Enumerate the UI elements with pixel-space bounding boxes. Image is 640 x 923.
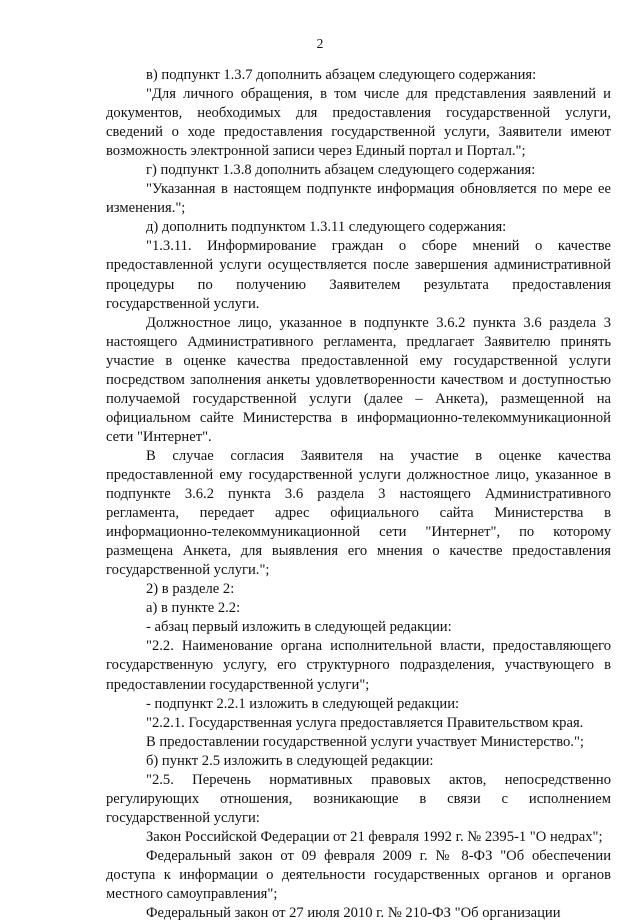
paragraph: В случае согласия Заявителя на участие в оценке качества предоставленной ему государственной услуги должностное лицо, указанное в подпункте 3.6.2 пункта 3.6 раздела 3 настоящего Административного регламента, передает адрес официального сайта Министерства в информационно-телекоммуникационной сети "Интернет", по которому размещена Анкета, для выявления его мнения о качестве предоставления государственной услуги.";	[106, 447, 611, 579]
paragraph: д) дополнить подпунктом 1.3.11 следующего содержания:	[146, 219, 507, 236]
paragraph: "Для личного обращения, в том числе для представления заявлений и документов, необходимых для предоставления государственной услуги, сведений о ходе предоставления государственной услуги, Заявители имеют возможность электронной записи через Единый портал и Портал.";	[106, 86, 611, 160]
paragraph: "Указанная в настоящем подпункте информация обновляется по мере ее изменения.";	[106, 181, 611, 217]
paragraph: 2) в разделе 2:	[146, 581, 235, 598]
paragraph: Федеральный закон от 09 февраля 2009 г. № 8-ФЗ "Об обеспечении доступа к информации о деятельности государственных органов и органов местного самоуправления";	[106, 847, 611, 903]
paragraph: а) в пункте 2.2:	[146, 600, 241, 617]
paragraph: Закон Российской Федерации от 21 февраля 1992 г. № 2395-1 "О недрах";	[146, 828, 603, 845]
paragraph: "2.2. Наименование органа исполнительной власти, предоставляющего государственную услугу, его структурного подразделения, участвующего в предоставлении государственной услуги";	[106, 638, 611, 693]
paragraph: - подпункт 2.2.1 изложить в следующей редакции:	[146, 695, 460, 712]
paragraph: г) подпункт 1.3.8 дополнить абзацем следующего содержания:	[146, 162, 536, 179]
page-number: 2	[316, 36, 324, 51]
paragraph: - абзац первый изложить в следующей редакции:	[146, 619, 452, 636]
paragraph: Должностное лицо, указанное в подпункте 3.6.2 пункта 3.6 раздела 3 настоящего Административного регламента, предлагает Заявителю принять участие в оценке качества предоставленной ему государственной услуги посредством заполнения анкеты удовлетворенности качеством и доступностью получаемой государственной услуги (далее – Анкета), размещенной на официальном сайте Министерства в информационно-телекоммуникационной сети "Интернет".	[106, 314, 611, 445]
paragraph: "2.5. Перечень нормативных правовых актов, непосредственно регулирующих отношения, возникающие в связи с исполнением государственной услуги:	[106, 771, 611, 826]
paragraph: "1.3.11. Информирование граждан о сборе мнений о качестве предоставленной услуги осуществляется после завершения административной процедуры по получению Заявителем результата предоставления государственной услуги.	[106, 238, 611, 312]
paragraph: б) пункт 2.5 изложить в следующей редакции:	[146, 752, 434, 769]
paragraph: "2.2.1. Государственная услуга предоставляется Правительством края.	[146, 714, 584, 731]
document-body	[106, 66, 611, 923]
paragraph: Федеральный закон от 27 июля 2010 г. № 210-ФЗ "Об организации	[146, 905, 561, 922]
paragraph: в) подпункт 1.3.7 дополнить абзацем следующего содержания:	[146, 67, 537, 83]
paragraph: В предоставлении государственной услуги участвует Министерство.";	[146, 733, 584, 750]
